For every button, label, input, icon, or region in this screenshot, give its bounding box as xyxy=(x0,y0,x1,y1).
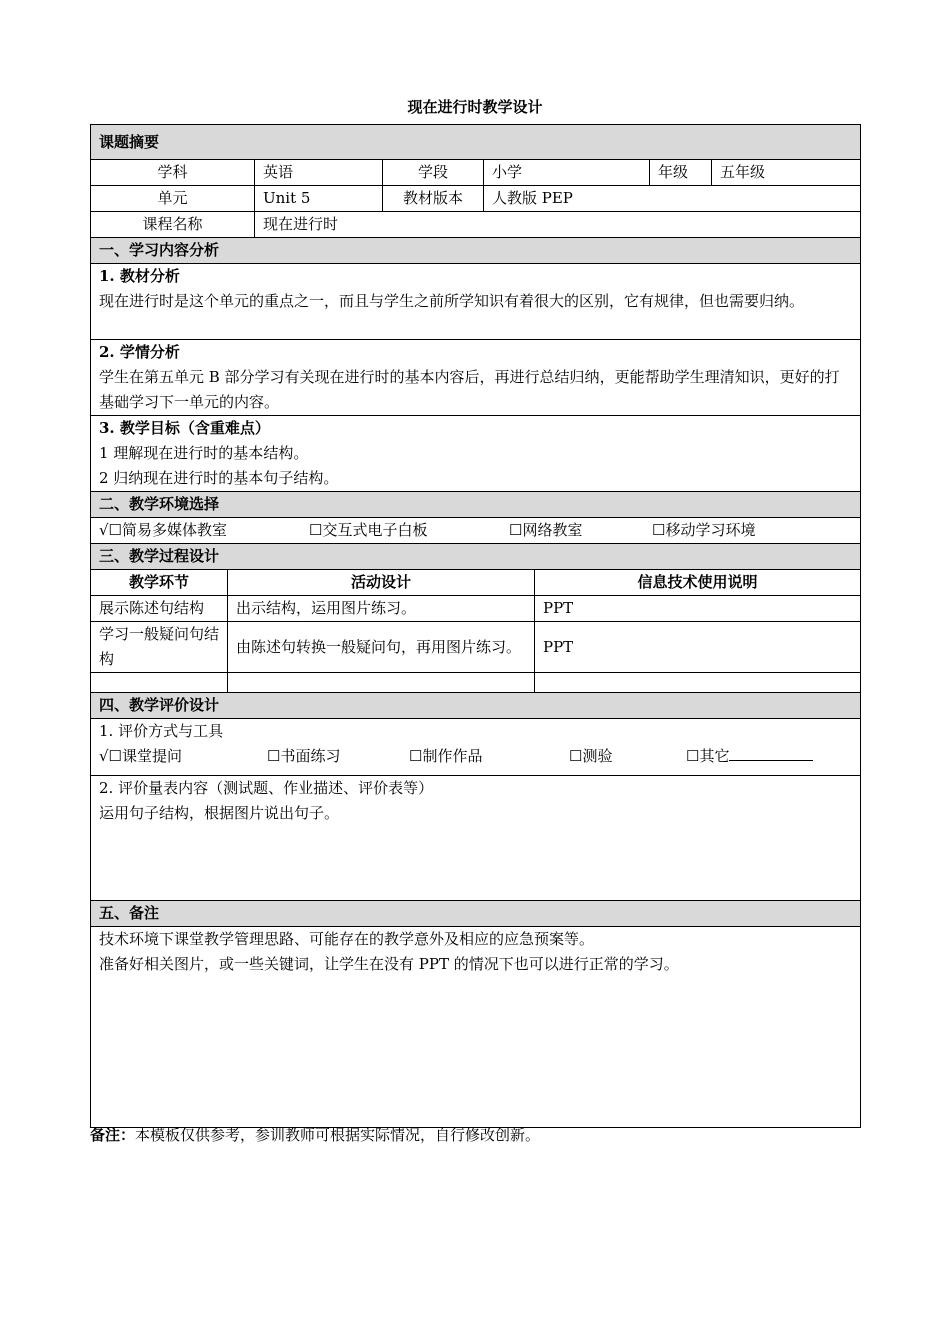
env-option-multimedia[interactable]: √☐简易多媒体教室 xyxy=(99,521,228,539)
section5-header: 五、备注 xyxy=(91,901,861,927)
footer-label: 备注： xyxy=(90,1126,136,1144)
tech-cell: PPT xyxy=(535,596,861,622)
evaluation-scale xyxy=(91,776,861,901)
evaluation-methods xyxy=(91,719,861,776)
summary-header: 课题摘要 xyxy=(91,125,861,160)
stage-label: 学段 xyxy=(383,160,484,186)
edition-value: 人教版 PEP xyxy=(484,186,861,212)
remark-line: 准备好相关图片，或一些关键词，让学生在没有 PPT 的情况下也可以进行正常的学习。 xyxy=(99,955,679,973)
section3-header: 三、教学过程设计 xyxy=(91,544,861,570)
table-row xyxy=(91,596,861,622)
env-option-whiteboard[interactable]: ☐交互式电子白板 xyxy=(309,521,428,539)
env-option-mobile[interactable]: ☐移动学习环境 xyxy=(652,521,756,539)
section2-header: 二、教学环境选择 xyxy=(91,492,861,518)
scale-title: 2. 评价量表内容（测试题、作业描述、评价表等） xyxy=(99,779,434,797)
edition-label: 教材版本 xyxy=(383,186,484,212)
col-tech-header: 信息技术使用说明 xyxy=(535,570,861,596)
material-analysis xyxy=(91,264,861,340)
stage-value: 小学 xyxy=(484,160,650,186)
eval-option-product[interactable]: ☐制作作品 xyxy=(409,747,483,765)
eval-option-questioning[interactable]: √☐课堂提问 xyxy=(99,747,183,765)
footer-text: 本模板仅供参考，参训教师可根据实际情况，自行修改创新。 xyxy=(135,1126,541,1144)
tech-cell xyxy=(535,673,861,693)
method-title: 1. 评价方式与工具 xyxy=(99,722,224,740)
goal-title: 3. 教学目标（含重难点） xyxy=(99,419,270,437)
student-title: 2. 学情分析 xyxy=(99,343,180,361)
teaching-goals xyxy=(91,416,861,492)
step-cell: 展示陈述句结构 xyxy=(91,596,228,622)
lesson-plan-table xyxy=(90,124,861,1128)
section1-header: 一、学习内容分析 xyxy=(91,238,861,264)
env-option-network[interactable]: ☐网络教室 xyxy=(509,521,583,539)
remark-line: 技术环境下课堂教学管理思路、可能存在的教学意外及相应的应急预案等。 xyxy=(99,930,595,948)
course-value: 现在进行时 xyxy=(255,212,861,238)
eval-option-other[interactable]: ☐其它 xyxy=(686,747,730,765)
subject-label: 学科 xyxy=(91,160,255,186)
page-title: 现在进行时教学设计 xyxy=(407,98,543,116)
step-cell xyxy=(91,673,228,693)
goal-item: 2 归纳现在进行时的基本句子结构。 xyxy=(99,469,339,487)
footer-note xyxy=(90,1124,540,1145)
activity-cell: 出示结构，运用图片练习。 xyxy=(228,596,535,622)
material-title: 1. 教材分析 xyxy=(99,267,180,285)
unit-value: Unit 5 xyxy=(255,186,383,212)
section4-header: 四、教学评价设计 xyxy=(91,693,861,719)
step-cell: 学习一般疑问句结构 xyxy=(91,622,228,673)
course-label: 课程名称 xyxy=(91,212,255,238)
eval-option-test[interactable]: ☐测验 xyxy=(569,747,613,765)
other-blank[interactable] xyxy=(729,746,813,761)
material-text: 现在进行时是这个单元的重点之一，而且与学生之前所学知识有着很大的区别，它有规律，但也需要归纳。 xyxy=(99,292,805,310)
tech-cell: PPT xyxy=(535,622,861,673)
subject-value: 英语 xyxy=(255,160,383,186)
remarks xyxy=(91,927,861,1128)
grade-value: 五年级 xyxy=(712,160,861,186)
activity-cell: 由陈述句转换一般疑问句，再用图片练习。 xyxy=(228,622,535,673)
student-analysis xyxy=(91,340,861,416)
table-row xyxy=(91,622,861,673)
eval-option-written[interactable]: ☐书面练习 xyxy=(267,747,341,765)
table-row xyxy=(91,673,861,693)
goal-item: 1 理解现在进行时的基本结构。 xyxy=(99,444,309,462)
student-text: 学生在第五单元 B 部分学习有关现在进行时的基本内容后，再进行总结归纳，更能帮助学生理清知识，更好的打基础学习下一单元的内容。 xyxy=(99,368,840,411)
col-activity-header: 活动设计 xyxy=(228,570,535,596)
environment-options xyxy=(91,518,861,544)
unit-label: 单元 xyxy=(91,186,255,212)
grade-label: 年级 xyxy=(650,160,712,186)
scale-text: 运用句子结构，根据图片说出句子。 xyxy=(99,804,340,822)
col-step-header: 教学环节 xyxy=(91,570,228,596)
activity-cell xyxy=(228,673,535,693)
